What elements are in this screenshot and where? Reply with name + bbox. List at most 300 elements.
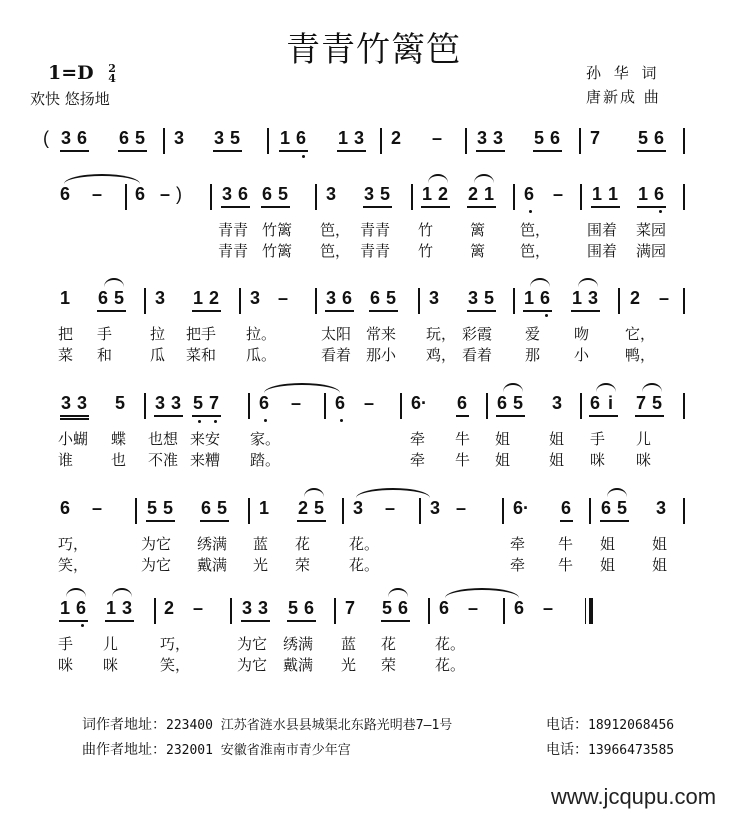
barline [683,184,685,210]
composer-address-label: 曲作者地址： [82,742,166,758]
note: 3 [61,393,72,413]
note: 6 [262,184,273,204]
note: 3 [588,288,599,308]
final-barline-thin [585,598,586,624]
note: 2 [209,288,220,308]
note: 6 [561,498,572,518]
composer-address-row [82,739,351,759]
underline [192,415,221,417]
note: 5 [217,498,228,518]
lyric: 为它 [141,535,172,553]
note: 6· [411,393,428,413]
lyric: 姐 [600,535,616,553]
lyric: 常来 [366,325,397,343]
lyric: 看着 [462,346,493,364]
tie [356,488,430,498]
meter-bottom: 4 [108,72,116,85]
lyric: 踏。 [250,451,281,469]
slur [596,383,616,392]
note: 5 [135,128,146,148]
note: 6 [457,393,468,413]
underline [533,150,562,152]
note: 3 [155,393,166,413]
note: 2 [298,498,309,518]
lyric: 光 [341,656,357,674]
note: 5 [288,598,299,618]
note: 5 [278,184,289,204]
lyric: 青青 [218,221,249,239]
lyric: 它， [625,325,656,343]
underline [456,415,469,417]
lyric: 围着 [587,221,618,239]
barline [513,288,515,314]
lyric: 菜 [58,346,74,364]
lyric: 蝶 [111,430,127,448]
underline [381,620,410,622]
lyric: 把手 [186,325,217,343]
note: 5 [230,128,241,148]
underline [60,415,89,417]
underline [192,310,221,312]
underline [591,206,620,208]
note: 3 [430,498,441,518]
lyricist-address: 223400 江苏省涟水县县城渠北东路光明巷7—1号 [166,718,453,733]
barline [589,498,591,524]
note: 5 [617,498,628,518]
underline [118,150,147,152]
barline [248,498,250,524]
note: 5 [484,288,495,308]
final-barline-thick [589,598,593,624]
note: 6 [590,393,601,413]
note: 3 [326,288,337,308]
lyric: 姐 [495,451,511,469]
lyric: 花。 [435,635,466,653]
lyric: 蓝 [341,635,357,653]
note: 6 [439,598,450,618]
dash: – [278,288,289,308]
lyricist-credit: 孙 华 词 [586,64,661,82]
dash: – [659,288,670,308]
lyric: 咪 [636,451,652,469]
dash: – [160,184,171,204]
note: 3 [242,598,253,618]
note: 6 [342,288,353,308]
lyric: 姐 [600,556,616,574]
score-line-5 [0,486,747,581]
underline [213,150,242,152]
note: 3 [364,184,375,204]
lyric: 谁 [58,451,74,469]
note: 6 [514,598,525,618]
lyric: 把 [58,325,74,343]
dash: – [364,393,375,413]
underline [60,150,89,152]
note: 7 [636,393,647,413]
note: 5 [115,393,126,413]
composer-phone-label: 电话： [546,742,588,758]
lyric: 姐 [495,430,511,448]
note: 1 [338,128,349,148]
dash: – [543,598,554,618]
underline [560,520,573,522]
lyric: 竹篱 [262,221,293,239]
composer-address: 232001 安徽省淮南市青少年宫 [166,743,351,758]
note: 6 [370,288,381,308]
lyric: 家。 [250,430,281,448]
note: 1 [572,288,583,308]
lyric: 玩， [426,325,457,343]
barline [342,498,344,524]
lyric: 荣 [295,556,311,574]
lyric: 手 [97,325,113,343]
note: 3 [477,128,488,148]
barline [465,128,467,154]
underline [496,415,525,417]
lyric: 看着 [321,346,352,364]
low-octave-dot [302,155,305,158]
lyric: 牛 [558,535,574,553]
note: 2 [630,288,641,308]
barline [135,498,137,524]
lyric: 拉。 [246,325,277,343]
note: 2 [468,184,479,204]
dash: – [432,128,443,148]
lyric: 绣满 [283,635,314,653]
note: 5 [652,393,663,413]
lyric: 满园 [636,242,667,260]
underline [297,520,326,522]
note: 5 [382,598,393,618]
note: 6 [550,128,561,148]
note: 6 [654,184,665,204]
lyric: 彩霞 [462,325,493,343]
underline [421,206,450,208]
underline [571,310,600,312]
note: 6· [513,498,530,518]
barline [419,498,421,524]
slur [530,278,550,287]
lyricist-address-row [82,714,452,734]
low-octave-dot [529,210,532,213]
lyric: 戴满 [197,556,228,574]
barline [210,184,212,210]
barline [154,598,156,624]
tie [64,174,140,184]
barline [380,128,382,154]
lyricist-phone-label: 电话： [546,717,588,733]
underline-2 [60,418,89,420]
slur [104,278,124,287]
slur [607,488,627,497]
lyric: 花。 [349,556,380,574]
barline [315,288,317,314]
note: 1 [259,498,270,518]
note: 6 [60,184,71,204]
note: 6 [98,288,109,308]
note: 1 [60,598,71,618]
barline [324,393,326,419]
underline [600,520,629,522]
note: 5 [534,128,545,148]
lyric: 牵 [510,556,526,574]
tempo-marking: 欢快 悠扬地 [30,90,110,108]
slur [428,174,448,183]
underline [221,206,250,208]
meter-top: 2 [108,62,116,75]
lyric: 笑， [160,656,191,674]
lyric: 笆， [320,221,351,239]
lyric: 牵 [510,535,526,553]
slur [388,588,408,597]
note: 6 [601,498,612,518]
underline [369,310,398,312]
note: 5 [386,288,397,308]
lyric: 儿 [636,430,652,448]
note: 6 [304,598,315,618]
barline [144,393,146,419]
lyric: 竹 [418,221,434,239]
note: 1 [422,184,433,204]
barline [400,393,402,419]
underline [635,415,664,417]
note: 5 [380,184,391,204]
barline [486,393,488,419]
lyric: 咪 [58,656,74,674]
lyric: 竹篱 [262,242,293,260]
note: 3 [155,288,166,308]
lyric: 咪 [590,451,606,469]
underline [97,310,126,312]
lyric: 姐 [549,451,565,469]
lyric: 青青 [218,242,249,260]
underline [363,206,392,208]
note: 1 [60,288,71,308]
lyric: 和 [97,346,113,364]
underline [154,415,183,417]
score-line-3 [0,276,747,371]
underline [523,310,552,312]
barline [230,598,232,624]
note: 5 [193,393,204,413]
lyric: 笆， [520,221,551,239]
note: 1 [193,288,204,308]
lyric: 小蝴 [58,430,89,448]
note: 7 [209,393,220,413]
underline [261,206,290,208]
note: 6 [76,598,87,618]
note: 1 [608,184,619,204]
note: 7 [590,128,601,148]
lyric: 瓜。 [246,346,277,364]
barline [428,598,430,624]
barline [418,288,420,314]
underline [105,620,134,622]
note: 6 [77,128,88,148]
slur [578,278,598,287]
note: 6 [119,128,130,148]
lyric: 光 [253,556,269,574]
barline [144,288,146,314]
note: 3 [353,498,364,518]
lyric: 爱 [525,325,541,343]
tie [264,383,340,393]
barline [502,498,504,524]
note: 1 [106,598,117,618]
note: 6 [654,128,665,148]
lyric: 手 [590,430,606,448]
lyric: 牛 [455,451,471,469]
barline [683,288,685,314]
note: 5 [163,498,174,518]
note: 3 [214,128,225,148]
lyric: 那小 [366,346,397,364]
lyric: 牵 [410,451,426,469]
lyric: 花。 [435,656,466,674]
note: 6 [524,184,535,204]
dash: – [92,498,103,518]
underline [476,150,505,152]
dash: – [291,393,302,413]
composer-phone-row [546,739,674,759]
lyric: 吻 [574,325,590,343]
note: 3 [171,393,182,413]
song-title: 青青竹篱笆 [286,30,461,70]
lyric: 巧， [160,635,191,653]
lyric: 姐 [549,430,565,448]
barline [315,184,317,210]
composer-phone: 13966473585 [588,743,675,758]
lyric: 鸭， [625,346,656,364]
note: 1 [592,184,603,204]
note: 6 [60,498,71,518]
underline [637,206,666,208]
lyric: 太阳 [321,325,352,343]
lyric: 牛 [558,556,574,574]
barline [411,184,413,210]
underline [241,620,270,622]
lyric: 咪 [103,656,119,674]
dash: – [385,498,396,518]
note: 6 [335,393,346,413]
lyric: 荣 [381,656,397,674]
score-line-1 [0,128,747,168]
lyric: 花 [295,535,311,553]
slur [642,383,662,392]
note: 6 [135,184,146,204]
underline [59,620,88,622]
lyric: 不准 [148,451,179,469]
lyric: 牛 [455,430,471,448]
low-octave-dot [198,420,201,423]
note: 3 [258,598,269,618]
note: 2 [438,184,449,204]
key-signature [48,62,116,84]
lyric: 来安 [190,430,221,448]
barline [513,184,515,210]
lyric: 青青 [360,242,391,260]
lyric: 笆， [520,242,551,260]
note: 3 [250,288,261,308]
note: 1 [638,184,649,204]
lyric: 围着 [587,242,618,260]
underline [146,520,175,522]
key-label: 1=D [48,62,94,84]
lyric: 菜园 [636,221,667,239]
score-line-4 [0,381,747,476]
lyric: 蓝 [253,535,269,553]
lyric: 那 [525,346,541,364]
note: 3 [656,498,667,518]
note: 3 [429,288,440,308]
lyric: 花 [381,635,397,653]
underline [287,620,316,622]
underline [337,150,366,152]
note: 3 [61,128,72,148]
note: 6 [540,288,551,308]
dash: – [92,184,103,204]
note: 1 [280,128,291,148]
low-octave-dot [81,624,84,627]
lyricist-phone-row [546,714,674,734]
note: 1 [524,288,535,308]
barline [683,128,685,154]
note: 3 [222,184,233,204]
slur [304,488,324,497]
note: 2 [164,598,175,618]
dash: – [193,598,204,618]
note: 3 [326,184,337,204]
note: 6 [497,393,508,413]
lyricist-address-label: 词作者地址： [82,717,166,733]
note: 3 [354,128,365,148]
note: 5 [114,288,125,308]
underline [467,206,496,208]
barline [580,393,582,419]
underline [637,150,666,152]
barline [503,598,505,624]
note: 5 [513,393,524,413]
lyric: 巧， [58,535,89,553]
lyric: 青青 [360,221,391,239]
lyric: 戴满 [283,656,314,674]
note: 7 [345,598,356,618]
lyric: 笑， [58,556,89,574]
website-watermark: www.jcqupu.com [551,784,717,809]
barline [580,184,582,210]
underline [200,520,229,522]
lyric: 为它 [141,556,172,574]
low-octave-dot [264,419,267,422]
lyric: 来糟 [190,451,221,469]
note: 3 [174,128,185,148]
note-high-1: i [608,393,614,413]
barline [239,288,241,314]
note: 5 [314,498,325,518]
barline [248,393,250,419]
underline [467,310,496,312]
lyric: 篱 [470,221,486,239]
lyric: 姐 [652,556,668,574]
note: ( [43,128,49,148]
time-signature [108,64,116,84]
note: 6 [398,598,409,618]
lyric: 为它 [237,635,268,653]
note: 5 [147,498,158,518]
note: 6 [259,393,270,413]
lyric: 也想 [148,430,179,448]
lyric: 儿 [103,635,119,653]
